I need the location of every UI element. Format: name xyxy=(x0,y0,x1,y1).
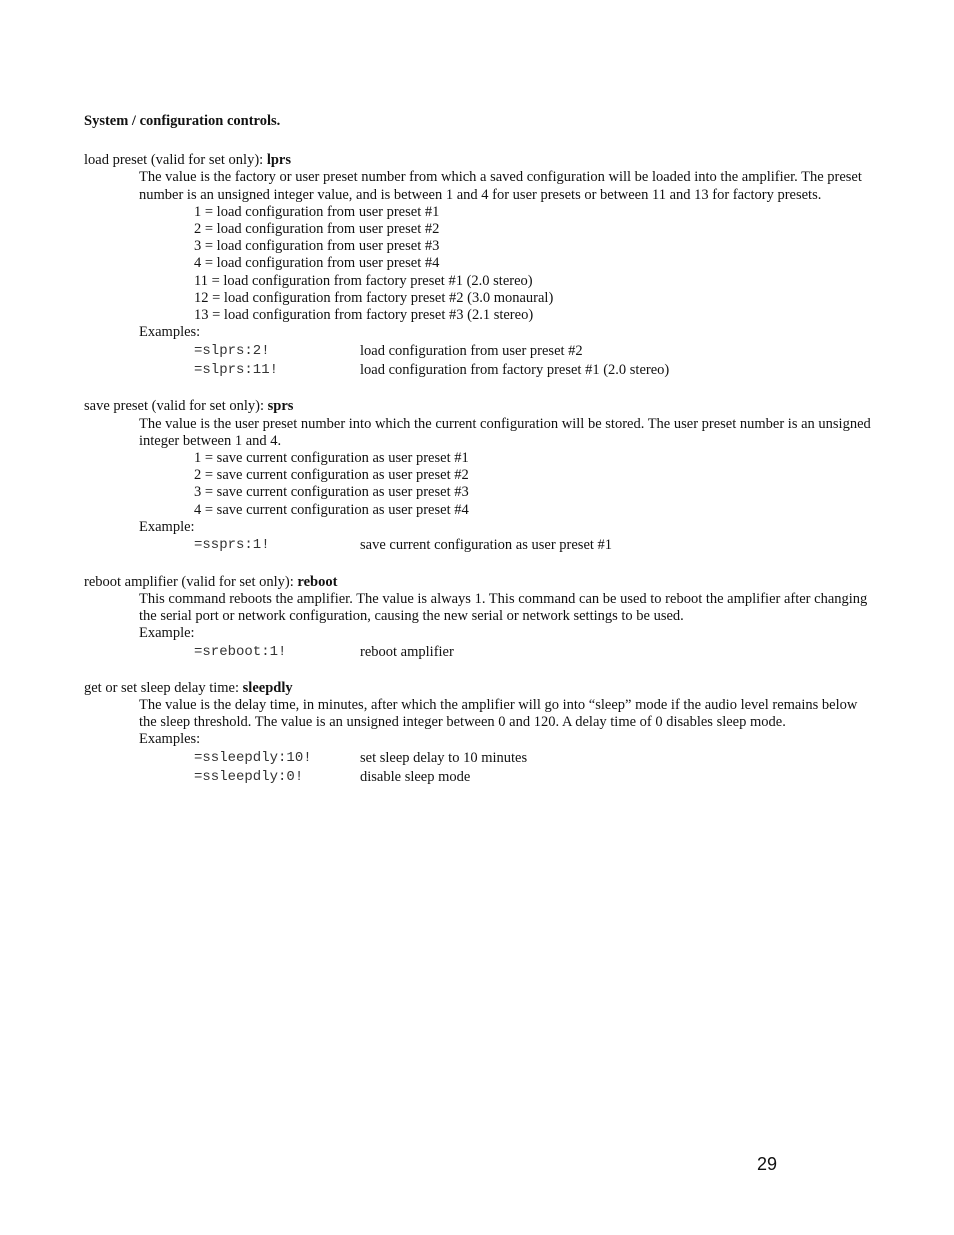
example-command: =ssprs:1! xyxy=(194,537,270,554)
command-section-sprs xyxy=(84,398,874,555)
example-description: reboot amplifier xyxy=(360,643,454,660)
example-description: load configuration from factory preset #1 (2.0 stereo) xyxy=(360,362,670,379)
section-description: The value is the factory or user preset number from which a saved configuration will be loaded into the amplifier. The preset number is an unsigned integer value, and is between 1 and 4 for user presets or between 11 and 13 for factory presets. xyxy=(139,169,862,203)
example-description: disable sleep mode xyxy=(360,769,471,786)
command-name: reboot xyxy=(297,573,338,590)
option-item: 13 = load configuration from factory preset #3 (2.1 stereo) xyxy=(194,307,534,324)
examples-label: Example: xyxy=(139,625,195,642)
option-item: 4 = save current configuration as user preset #4 xyxy=(194,501,469,518)
command-section-sleepdly xyxy=(84,680,874,788)
example-row xyxy=(194,768,874,788)
command-name: sprs xyxy=(267,398,294,415)
section-title-text: load preset (valid for set only): xyxy=(84,152,267,169)
example-description: set sleep delay to 10 minutes xyxy=(360,749,528,766)
example-row xyxy=(194,361,874,381)
section-title-text: save preset (valid for set only): xyxy=(84,398,268,415)
command-section-lprs xyxy=(84,152,874,380)
section-title-text: reboot amplifier (valid for set only): xyxy=(84,573,298,590)
command-name: sleepdly xyxy=(242,679,293,696)
example-description: save current configuration as user preset #1 xyxy=(360,537,613,554)
section-title xyxy=(84,398,874,415)
example-row xyxy=(194,341,874,361)
option-item: 3 = load configuration from user preset #3 xyxy=(194,238,440,255)
section-title-text: get or set sleep delay time: xyxy=(84,679,243,696)
example-command: =slprs:2! xyxy=(194,342,270,359)
example-command: =ssleepdly:10! xyxy=(194,749,312,766)
page-heading: System / configuration controls. xyxy=(84,113,281,129)
section-description: The value is the delay time, in minutes, after which the amplifier will go into “sleep” mode if the audio level remains below the sleep threshold. The value is an unsigned integer between 0 and 120. A delay time of 0 disables sleep mode. xyxy=(139,697,858,731)
section-title xyxy=(84,680,874,697)
sections-container xyxy=(84,152,874,787)
examples-label: Examples: xyxy=(139,324,201,341)
option-item: 11 = load configuration from factory preset #1 (2.0 stereo) xyxy=(194,272,533,289)
example-row xyxy=(194,749,874,769)
example-command: =sreboot:1! xyxy=(194,643,287,660)
option-item: 2 = save current configuration as user preset #2 xyxy=(194,467,469,484)
option-item: 3 = save current configuration as user preset #3 xyxy=(194,484,469,501)
option-item: 4 = load configuration from user preset #4 xyxy=(194,255,440,272)
section-description: The value is the user preset number into which the current configuration will be stored. The user preset number is an unsigned integer between 1 and 4. xyxy=(139,415,871,449)
command-section-reboot xyxy=(84,574,874,662)
example-command: =ssleepdly:0! xyxy=(194,769,304,786)
section-description: This command reboots the amplifier. The value is always 1. This command can be used to reboot the amplifier after changing the serial port or network configuration, causing the new serial or network settings to be used. xyxy=(139,590,868,624)
section-title xyxy=(84,152,874,169)
example-row xyxy=(194,536,874,556)
examples-label: Examples: xyxy=(139,731,201,748)
option-item: 2 = load configuration from user preset #2 xyxy=(194,221,440,238)
example-command: =slprs:11! xyxy=(194,362,279,379)
command-name: lprs xyxy=(266,152,291,169)
section-title xyxy=(84,574,874,591)
option-item: 1 = load configuration from user preset #1 xyxy=(194,203,440,220)
example-row xyxy=(194,642,874,662)
example-description: load configuration from user preset #2 xyxy=(360,342,583,359)
page-number: 29 xyxy=(757,1154,778,1174)
examples-label: Example: xyxy=(139,518,195,535)
option-item: 1 = save current configuration as user preset #1 xyxy=(194,450,469,467)
document-page xyxy=(84,113,874,806)
option-item: 12 = load configuration from factory preset #2 (3.0 monaural) xyxy=(194,289,554,306)
